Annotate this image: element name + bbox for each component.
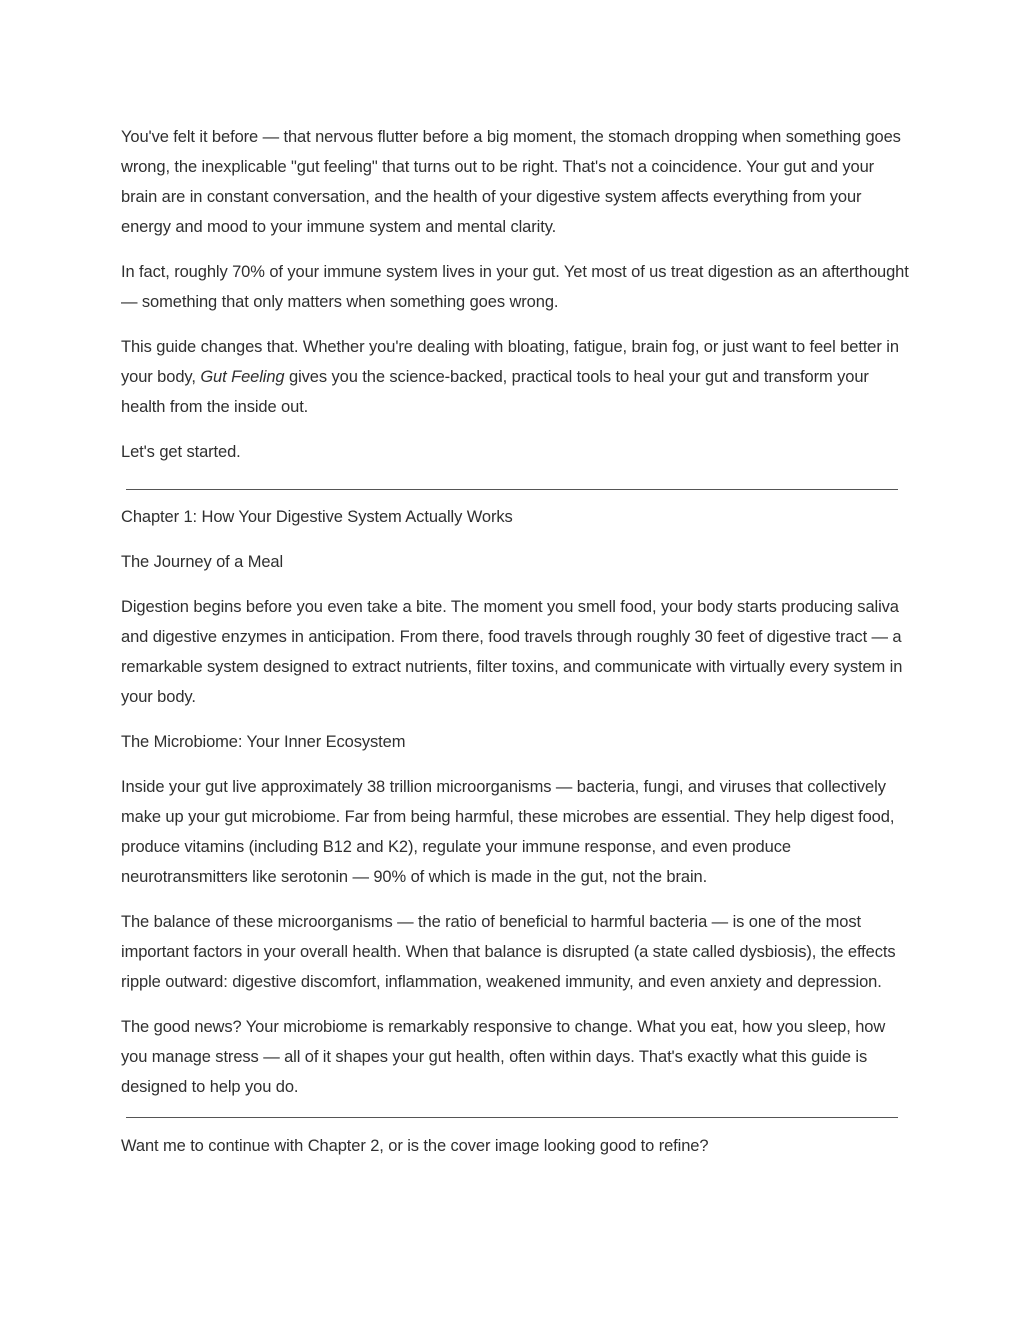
intro-paragraph-3 (121, 332, 911, 422)
intro-paragraph-3-start: This guide changes that. Whether you're dealing with bloating, fatigue, brain fog, or just want to feel better in your body, (121, 338, 899, 386)
section-heading-microbiome: The Microbiome: Your Inner Ecosystem (121, 733, 406, 751)
chapter-title: Chapter 1: How Your Digestive System Actually Works (121, 508, 513, 526)
intro-paragraph-1: You've felt it before — that nervous flutter before a big moment, the stomach dropping when something goes wrong, the inexplicable "gut feeling" that turns out to be right. That's not a coincidence. Your gut and your brain are in constant conversation, and the health of your digestive system affects everything from your energy and mood to your immune system and mental clarity. (121, 128, 901, 236)
book-title-italic: Gut Feeling (200, 368, 285, 386)
section-divider (126, 489, 898, 490)
intro-paragraph-3-end: gives you the science-backed, practical tools to heal your gut and transform your health from the inside out. (121, 368, 869, 416)
closing-question: Want me to continue with Chapter 2, or is the cover image looking good to refine? (121, 1137, 709, 1155)
document-body (121, 122, 911, 1176)
microbiome-paragraph-1: Inside your gut live approximately 38 trillion microorganisms — bacteria, fungi, and viruses that collectively make up your gut microbiome. Far from being harmful, these microbes are essential. They help digest food, produce vitamins (including B12 and K2), regulate your immune response, and even produce neurotransmitters like serotonin — 90% of which is made in the gut, not the brain. (121, 778, 895, 886)
section-divider (126, 1117, 898, 1118)
intro-paragraph-4: Let's get started. (121, 443, 241, 461)
microbiome-paragraph-2: The balance of these microorganisms — the ratio of beneficial to harmful bacteria — is one of the most important factors in your overall health. When that balance is disrupted (a state called dysbiosis), the effects ripple outward: digestive discomfort, inflammation, weakened immunity, and even anxiety and depression. (121, 913, 896, 991)
intro-paragraph-2: In fact, roughly 70% of your immune system lives in your gut. Yet most of us treat digestion as an afterthought — something that only matters when something goes wrong. (121, 263, 909, 311)
journey-paragraph: Digestion begins before you even take a bite. The moment you smell food, your body starts producing saliva and digestive enzymes in anticipation. From there, food travels through roughly 30 feet of digestive tract — a remarkable system designed to extract nutrients, filter toxins, and communicate with virtually every system in your body. (121, 598, 903, 706)
microbiome-paragraph-3: The good news? Your microbiome is remarkably responsive to change. What you eat, how you sleep, how you manage stress — all of it shapes your gut health, often within days. That's exactly what this guide is designed to help you do. (121, 1018, 886, 1096)
section-heading-journey: The Journey of a Meal (121, 553, 284, 571)
